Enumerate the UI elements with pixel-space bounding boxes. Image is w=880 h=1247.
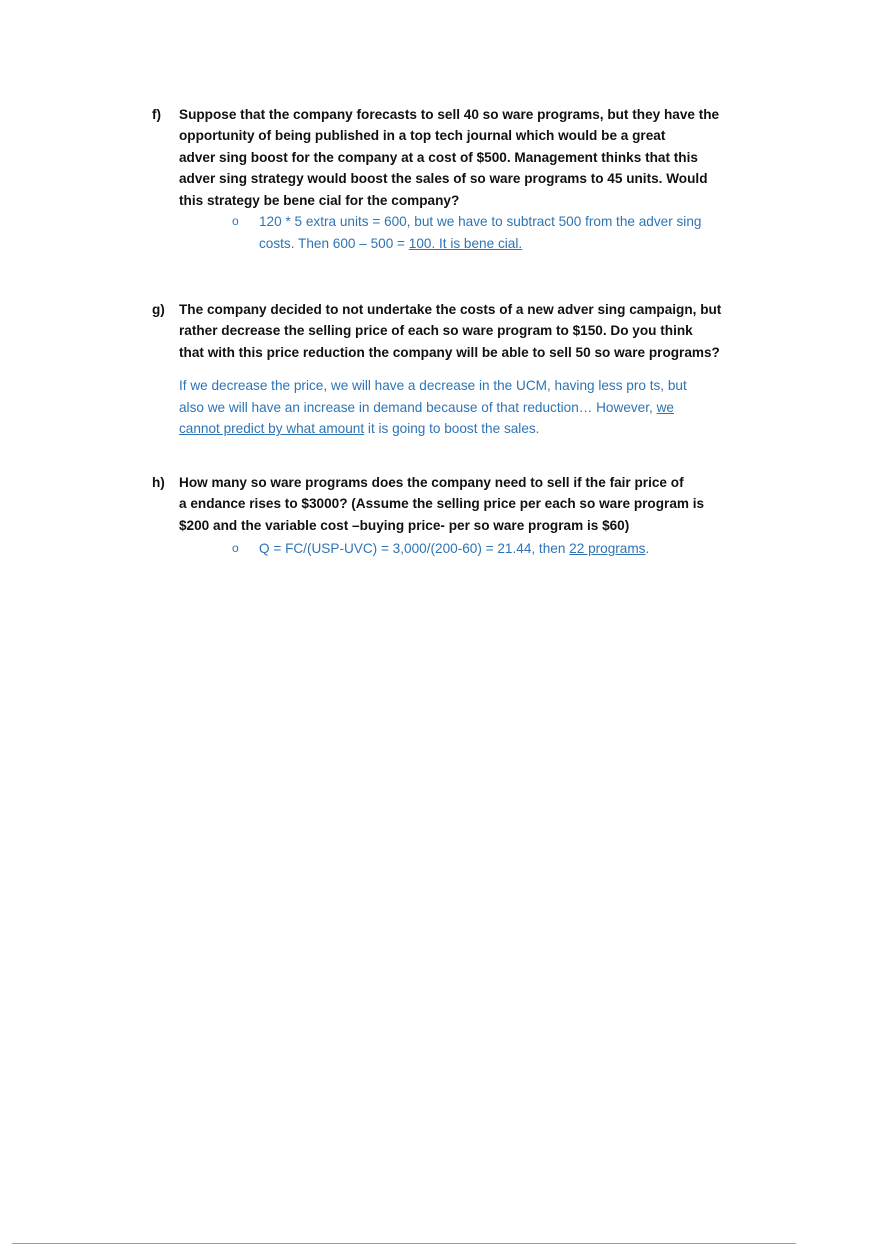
answer-line: [259, 233, 701, 255]
answer-line: [179, 418, 687, 440]
question-line: a endance rises to $3000? (Assume the selling price per each so ware program is: [179, 496, 705, 512]
question-g-letter: g): [152, 302, 165, 317]
bullet-icon: o: [232, 214, 239, 228]
question-line: How many so ware programs does the company need to sell if the fair price of: [179, 475, 684, 490]
question-line: adver sing boost for the company at a cost of $500. Management thinks that this: [179, 149, 698, 165]
footer-divider: [12, 1243, 796, 1244]
answer-text: Q = FC/(USP-UVC) = 3,000/(200-60) = 21.44, then: [259, 541, 570, 556]
answer-text: .: [645, 541, 650, 556]
question-line: $200 and the variable cost –buying price- per so ware program is $60): [179, 517, 630, 533]
answer-g: [179, 375, 687, 440]
answer-underlined-text: cannot predict by what amount: [179, 421, 365, 437]
question-f-text: [179, 104, 762, 211]
question-line: this strategy be bene cial for the company?: [179, 192, 460, 208]
question-f: [152, 104, 762, 211]
question-line: The company decided to not undertake the costs of a new adver sing campaign, but: [179, 302, 722, 317]
answer-underlined-text: we: [656, 399, 674, 415]
answer-f: [259, 211, 701, 254]
answer-line: [259, 538, 649, 560]
answer-text: costs. Then 600 – 500 =: [259, 235, 409, 251]
answer-underlined-text: 100. It is bene cial.: [408, 235, 523, 251]
answer-line: If we decrease the price, we will have a decrease in the UCM, having less pro ts, but: [179, 378, 687, 393]
question-g-text: [179, 299, 762, 363]
question-line: that with this price reduction the company will be able to sell 50 so ware programs?: [179, 344, 720, 360]
answer-underlined-text: 22 programs: [569, 541, 646, 556]
question-line: rather decrease the selling price of each so ware program to $150. Do you think: [179, 323, 693, 339]
question-line: Suppose that the company forecasts to sell 40 so ware programs, but they have the: [179, 107, 720, 122]
question-h-letter: h): [152, 475, 165, 490]
answer-text: also we will have an increase in demand because of that reduction… However,: [179, 399, 657, 415]
answer-h: [259, 538, 649, 560]
answer-line: [179, 397, 687, 419]
question-h: [152, 472, 762, 536]
answer-line: 120 * 5 extra units = 600, but we have to subtract 500 from the adver sing: [259, 214, 702, 229]
question-h-text: [179, 472, 762, 536]
bullet-icon: o: [232, 541, 239, 555]
question-line: opportunity of being published in a top tech journal which would be a great: [179, 128, 666, 144]
question-g: [152, 299, 762, 363]
answer-text: it is going to boost the sales.: [364, 421, 540, 437]
question-line: adver sing strategy would boost the sales of so ware programs to 45 units. Would: [179, 171, 708, 187]
question-f-letter: f): [152, 107, 162, 122]
